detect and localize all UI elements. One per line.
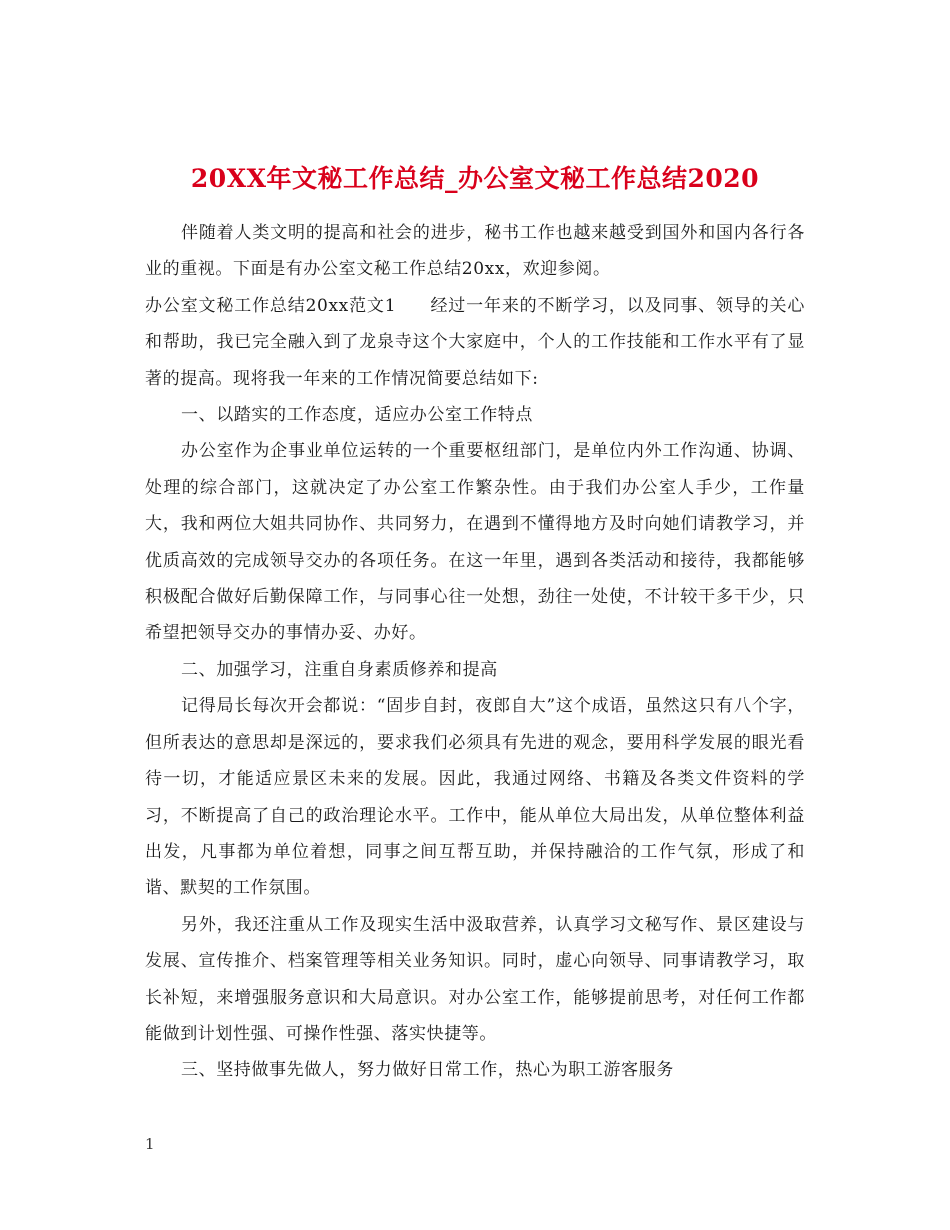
page-number: 1 [145,1135,155,1153]
section-three-heading: 三、坚持做事先做人，努力做好日常工作，热心为职工游客服务 [181,1060,674,1081]
document-body [145,215,805,1089]
section-heading-paragraph [145,288,805,397]
section-one-heading: 一、以踏实的工作态度，适应办公室工作特点 [181,405,533,426]
document-title: 20XX年文秘工作总结_办公室文秘工作总结2020 [190,163,760,193]
summary-opening: 经过一年来的不断学习，以及同事、领导的关心和帮助，我已完全融入到了龙泉寺这个大家庭中，个人的工作技能和工作水平有了显著的提高。现将我一年来的工作情况简要总结如下: [145,295,805,389]
section-one-body: 办公室作为企事业单位运转的一个重要枢纽部门，是单位内外工作沟通、协调、处理的综合部门，这就决定了办公室工作繁杂性。由于我们办公室人手少，工作量大，我和两位大姐共同协作、共同努力，在遇到不懂得地方及时向她们请教学习，并优质高效的完成领导交办的各项任务。在这一年里，遇到各类活动和接待，我都能够积极配合做好后勤保障工作，与同事心往一处想，劲往一处使，不计较干多干少，只希望把领导交办的事情办妥、办好。 [145,441,805,644]
sample-heading: 办公室文秘工作总结20xx范文1 [145,295,397,316]
section-two-extra: 另外，我还注重从工作及现实生活中汲取营养，认真学习文秘写作、景区建设与发展、宣传推介、档案管理等相关业务知识。同时，虚心向领导、同事请教学习，取长补短，来增强服务意识和大局意识。对办公室工作，能够提前思考，对任何工作都能做到计划性强、可操作性强、落实快捷等。 [145,914,805,1044]
section-two-heading: 二、加强学习，注重自身素质修养和提高 [181,659,498,680]
intro-paragraph: 伴随着人类文明的提高和社会的进步，秘书工作也越来越受到国外和国内各行各业的重视。下面是有办公室文秘工作总结20xx，欢迎参阅。 [145,223,805,280]
section-two-body: 记得局长每次开会都说：“固步自封，夜郎自大”这个成语，虽然这只有八个字，但所表达的意思却是深远的，要求我们必须具有先进的观念，要用科学发展的眼光看待一切，才能适应景区未来的发展。因此，我通过网络、书籍及各类文件资料的学习，不断提高了自己的政治理论水平。工作中，能从单位大局出发，从单位整体利益出发，凡事都为单位着想，同事之间互帮互助，并保持融洽的工作气氛，形成了和谐、默契的工作氛围。 [145,696,805,899]
